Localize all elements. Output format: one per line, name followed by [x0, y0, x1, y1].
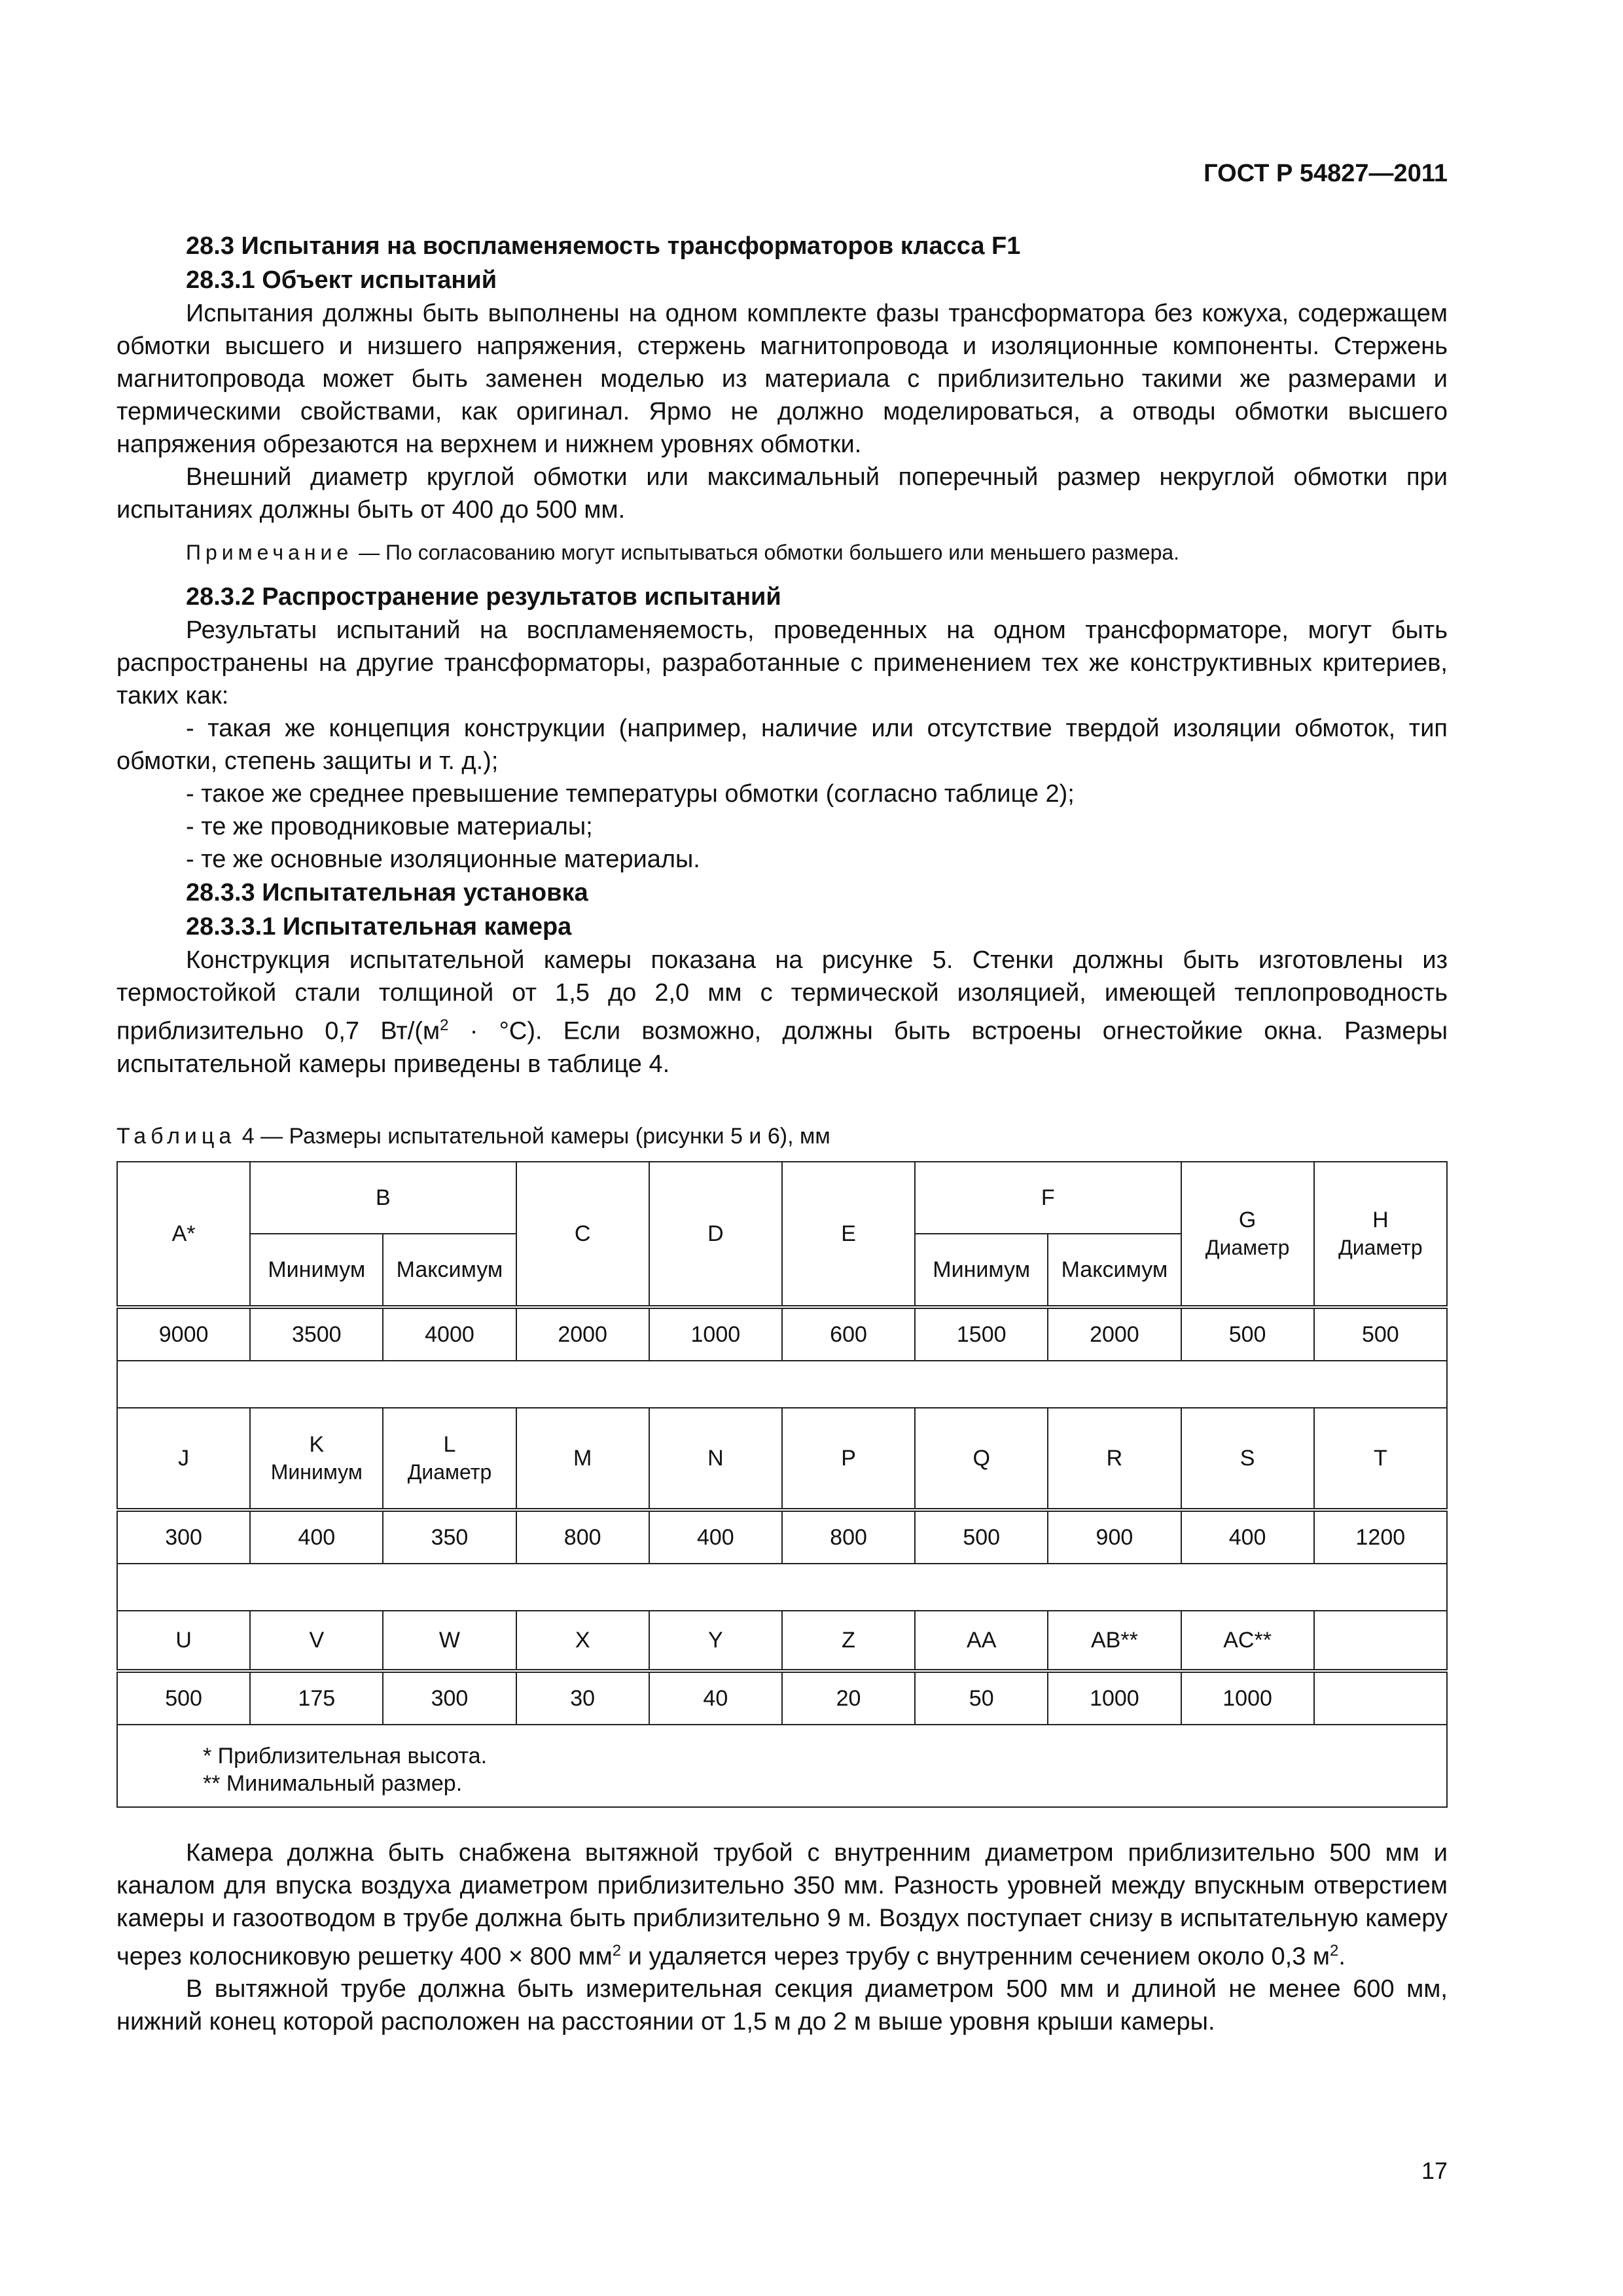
table-cell: 175 [250, 1671, 383, 1725]
table-row [117, 1307, 1447, 1361]
header-cell: AB** [1048, 1611, 1181, 1671]
table-cell: 50 [915, 1671, 1048, 1725]
header-cell: Максимум [383, 1234, 516, 1307]
header-sublabel: Диаметр [1338, 1235, 1423, 1259]
table-cell: 9000 [117, 1307, 250, 1361]
table-caption-label: Таблица [116, 1123, 236, 1149]
header-label: G [1238, 1207, 1257, 1232]
table-cell: 500 [1181, 1307, 1314, 1361]
list-item: - те же проводниковые материалы; [186, 813, 593, 840]
footnote: ** Минимальный размер. [203, 1770, 463, 1796]
table-cell: 300 [117, 1510, 250, 1564]
header-cell: N [649, 1408, 782, 1510]
paragraph: Испытания должны быть выполнены на одном комплекте фазы трансформатора без кожуха, содержащем обмотки высшего и низшего напряжения, стержень магнитопровода и изоляционные компоненты. Стержень магнитопровода может быть заменен моделью из материала с приблизительно такими же размерами и термическими свойствами, как оригинал. Ярмо не должно моделироваться, а отводы обмотки высшего напряжения обрезаются на верхнем и нижнем уровнях обмотки. [116, 300, 1448, 458]
table-cell: 800 [516, 1510, 649, 1564]
text-run: Конструкция испытательной камеры показана на рисунке 5. Стенки должны быть изготовлены из термостойкой стали толщиной от 1,5 до 2,0 мм с термической изоляцией, имеющей теплопроводность приблизительно 0,7 Вт/(м [116, 946, 1448, 1045]
note-label: Примечание [186, 541, 353, 564]
criteria-list [116, 712, 1448, 876]
header-cell: Q [915, 1408, 1048, 1510]
table-cell: 1500 [915, 1307, 1048, 1361]
header-cell: J [117, 1408, 250, 1510]
table-cell: 350 [383, 1510, 516, 1564]
header-cell: Z [782, 1611, 915, 1671]
header-cell: Минимум [915, 1234, 1048, 1307]
table-spacer-row [117, 1564, 1447, 1611]
list-item: - такое же среднее превышение температуры обмотки (согласно таблице 2); [186, 780, 1075, 808]
text-run: · °C). Если возможно, должны быть встроены огнестойкие окна. Размеры испытательной камеры приведены в таблице 4. [116, 1017, 1448, 1078]
table-cell: 2000 [516, 1307, 649, 1361]
header-cell: B [250, 1162, 516, 1234]
table-cell: 500 [915, 1510, 1048, 1564]
table-cell: 400 [1181, 1510, 1314, 1564]
superscript: 2 [440, 1016, 449, 1034]
header-cell [1314, 1611, 1447, 1671]
header-cell: Y [649, 1611, 782, 1671]
section-heading-28-3-3: 28.3.3 Испытательная установка [186, 879, 588, 906]
dimensions-table [116, 1161, 1448, 1808]
header-sublabel: Диаметр [1205, 1235, 1290, 1259]
paragraph: Внешний диаметр круглой обмотки или максимальный поперечный размер некруглой обмотки при испытаниях должны быть от 400 до 500 мм. [116, 463, 1448, 524]
paragraph: В вытяжной трубе должна быть измерительная секция диаметром 500 мм и длиной не менее 600 мм, нижний конец которой расположен на расстоянии от 1,5 м до 2 м выше уровня крыши камеры. [116, 1975, 1448, 2036]
superscript: 2 [612, 1941, 622, 1960]
table-row [117, 1671, 1447, 1725]
header-cell: R [1048, 1408, 1181, 1510]
table-cell: 400 [250, 1510, 383, 1564]
header-cell: C [516, 1162, 649, 1307]
table-cell: 20 [782, 1671, 915, 1725]
section-heading-28-3-3-1: 28.3.3.1 Испытательная камера [186, 913, 572, 941]
header-sublabel: Минимум [270, 1460, 363, 1484]
table-cell: 800 [782, 1510, 915, 1564]
header-cell: E [782, 1162, 915, 1307]
section-heading-28-3-1: 28.3.1 Объект испытаний [186, 266, 497, 294]
header-label: H [1372, 1207, 1389, 1232]
table-header-row [117, 1408, 1447, 1510]
table-row [117, 1510, 1447, 1564]
header-cell: AA [915, 1611, 1048, 1671]
document-header: ГОСТ Р 54827—2011 [1204, 160, 1448, 187]
table-cell: 900 [1048, 1510, 1181, 1564]
page-number: 17 [1421, 2157, 1448, 2184]
header-cell: T [1314, 1408, 1447, 1510]
text-run: . [1338, 1943, 1346, 1971]
text-run: Камера должна быть снабжена вытяжной трубой с внутренним диаметром приблизительно 500 мм и каналом для впуска воздуха диаметром приблизительно 350 мм. Разность уровней между впускным отверстием камеры и газоотводом в трубе должна быть приблизительно 9 м. Воздух поступает снизу в испытательную камеру через колосниковую решетку 400 × 800 мм [116, 1839, 1448, 1971]
table-cell: 300 [383, 1671, 516, 1725]
table-cell: 30 [516, 1671, 649, 1725]
note-text: — По согласованию могут испытываться обмотки большего или меньшего размера. [353, 541, 1180, 564]
section-heading-28-3-2: 28.3.2 Распространение результатов испытаний [186, 583, 781, 611]
table-cell: 500 [117, 1671, 250, 1725]
footnote: * Приблизительная высота. [203, 1743, 488, 1768]
table-footnotes-row [117, 1725, 1447, 1807]
header-cell: Минимум [250, 1234, 383, 1307]
table-cell: 400 [649, 1510, 782, 1564]
header-cell: A* [117, 1162, 250, 1307]
table-caption [116, 1124, 1448, 1149]
note [186, 537, 1448, 568]
header-label: L [443, 1431, 456, 1457]
header-cell [1314, 1162, 1447, 1307]
table-cell [1314, 1671, 1447, 1725]
table-spacer-row [117, 1361, 1447, 1408]
table-cell: 4000 [383, 1307, 516, 1361]
header-cell: P [782, 1408, 915, 1510]
header-cell: U [117, 1611, 250, 1671]
spacer-cell [117, 1361, 1447, 1408]
text-run: и удаляется через трубу с внутренним сечением около 0,3 м [621, 1943, 1330, 1971]
table-cell: 40 [649, 1671, 782, 1725]
table-caption-text: 4 — Размеры испытательной камеры (рисунки 5 и 6), мм [236, 1123, 830, 1149]
section-heading-28-3: 28.3 Испытания на воспламеняемость трансформаторов класса F1 [186, 232, 1021, 260]
table-cell: 3500 [250, 1307, 383, 1361]
table-cell: 2000 [1048, 1307, 1181, 1361]
table-footnotes [117, 1725, 1447, 1807]
table-cell: 1000 [1048, 1671, 1181, 1725]
list-item: - такая же концепция конструкции (например, наличие или отсутствие твердой изоляции обмоток, тип обмотки, степень защиты и т. д.); [116, 715, 1448, 775]
header-cell: D [649, 1162, 782, 1307]
superscript: 2 [1330, 1941, 1339, 1960]
table-header-row [117, 1611, 1447, 1671]
table-cell: 1200 [1314, 1510, 1447, 1564]
paragraph: Результаты испытаний на воспламеняемость, проведенных на одном трансформаторе, могут быть распространены на другие трансформаторы, разработанные с применением тех же конструктивных критериев, таких как: [116, 617, 1448, 709]
header-cell: AC** [1181, 1611, 1314, 1671]
table-header-row [117, 1162, 1447, 1234]
header-cell: F [915, 1162, 1181, 1234]
header-cell: Максимум [1048, 1234, 1181, 1307]
spacer-cell [117, 1564, 1447, 1611]
table-cell: 1000 [1181, 1671, 1314, 1725]
paragraph [116, 1837, 1448, 1973]
header-cell: S [1181, 1408, 1314, 1510]
header-cell: X [516, 1611, 649, 1671]
header-cell: W [383, 1611, 516, 1671]
header-cell: V [250, 1611, 383, 1671]
header-cell [1181, 1162, 1314, 1307]
header-cell: M [516, 1408, 649, 1510]
paragraph [116, 944, 1448, 1081]
header-label: K [309, 1431, 325, 1457]
header-cell [250, 1408, 383, 1510]
table-cell: 500 [1314, 1307, 1447, 1361]
header-cell [383, 1408, 516, 1510]
table-cell: 600 [782, 1307, 915, 1361]
page-content [116, 229, 1448, 2038]
header-sublabel: Диаметр [407, 1460, 492, 1484]
table-cell: 1000 [649, 1307, 782, 1361]
list-item: - те же основные изоляционные материалы. [186, 846, 700, 873]
